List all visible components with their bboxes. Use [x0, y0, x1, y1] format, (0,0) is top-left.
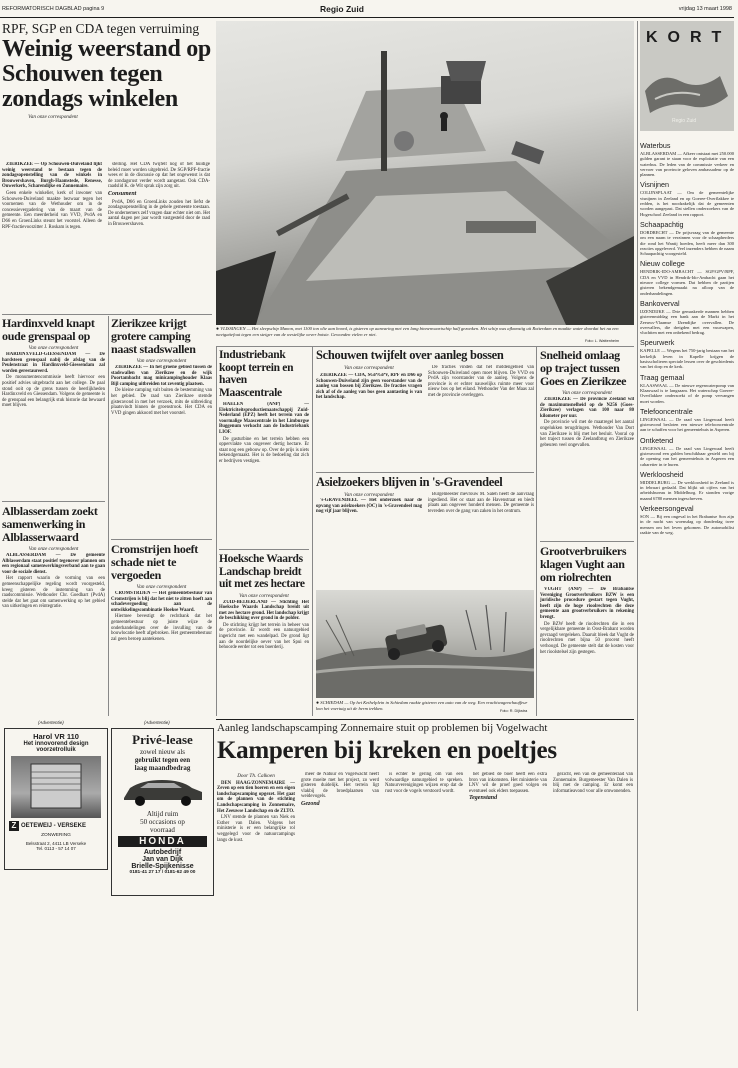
- sidebar-text: COLIJNSPLAAT — Om de gemeentelijke visnijnen in Zeeland en op Goeree-Overflakkee te redden, is het noodzakelijk dat de gemeenten worden aangepast. Dat stellen onderzoekers van de Hogeschool Zeeland in een rapport.: [640, 190, 734, 217]
- ad-harol-brand: [9, 821, 103, 831]
- schiedam-photo-credit: Foto: R. Dijkstra: [500, 709, 528, 713]
- sidebar-divider: [637, 21, 638, 1011]
- main-story-col2-text: stelling. Het CDA twijfelt nog of het huidige beleid moet worden uitgebreid. De SGP/RPF-fractie wees er in de discussie op dat het ongewenst is dat de zondagsrust verder wordt aangetast. Ook CDA-raadslid K. de Wit sprak zijn zorg uit.: [108, 162, 210, 190]
- story-grootverbruikers: [540, 545, 634, 715]
- kort-logo-panel: [640, 21, 734, 131]
- car-icon: [116, 774, 209, 808]
- story-title: Industriebank koopt terrein en haven Maascentrale: [219, 349, 294, 399]
- kort-logo-subtitle: Regio Zuid: [672, 118, 697, 124]
- ad-prive-note3: voorraad: [150, 826, 175, 834]
- sidebar-text: MIDDELBURG — De werkloosheid in Zeeland is in februari gedaald. Dat blijkt uit cijfers van het arbeidsbureau in Middelburg. Er stonden vorige maand 6780 mensen ingeschreven.: [640, 479, 734, 501]
- story-author: Van onze correspondent: [344, 491, 394, 498]
- bottom-story-c1: LNV stemde de plannen van Niek en Esther van Dalen. Volgens het ministerie is er een belangrijke rol weggelegd voor de natuurcampings langs de kust.: [217, 815, 295, 843]
- sidebar-title: Visnijnen: [640, 180, 670, 190]
- story-lead: ZUID-BEIJERLAND — Stichting Het Hoeksche Waards Landschap breidt uit met zes hectare grond. Het landschap krijgt de beschikking over grond in de polder.: [219, 599, 309, 622]
- story-rule: [111, 539, 212, 540]
- column-a: [2, 317, 105, 717]
- sidebar-text: KAPELLE — Wegens het 750-jarig bestaan van het kerkelijk leven in Kapelle krijgen de basisscholieren speciale lessen over de geschiedenis van het dorp en de kerk.: [640, 348, 734, 370]
- main-story-col1-text: Geen enkele winkelier, kerk of inwoner van Schouwen-Duiveland maakte bezwaar tegen het voornemen van de Wethouder om in de concessievergadering van de maart van de gemeente. Een meerderheid van VVD, PvdA en D66 en GroenLinks steunt het voorstel. Alleen de RPF-fractievoorzitter J. Roskam is tegen.: [2, 190, 102, 230]
- sidebar-title: Nieuw college: [640, 259, 685, 269]
- story-lead: HARDINXVELD-GIESSENDAM — De hardsteen grenspaal nabij de afslag van de Peulenstraat in Hardinxveld-Giessendam zal worden gerestaureerd.: [2, 352, 105, 374]
- ad-prive-note2: 50 occasions op: [140, 818, 185, 826]
- story-lead: HAELEN (ANP) — Elektriciteitsproductiemaatschappij Zuid-Nederland (EPZ) heeft het terrein van de voormalige Maascentrale in het Limburgse Buggenum verkocht aan de Industriebank LIOF.: [219, 402, 309, 435]
- column-divider: [312, 346, 313, 716]
- ad-prive-title: Privé-lease: [132, 732, 193, 747]
- bottom-col5: [553, 772, 633, 1012]
- story-text: De monumentencommissie heeft hiervoor een positief advies uitgebracht aan het college. De paal stond ooit op de grens tussen de heerlijkheden Hardinxveld en Giessendam. Volgens de gemeente is de grenspaal een belangrijk stuk historie dat bewaard moet blijven.: [2, 375, 105, 409]
- masthead-rule: [0, 17, 734, 18]
- masthead: [0, 6, 738, 16]
- main-story-kicker: RPF, SGP en CDA tegen verruiming: [2, 21, 200, 36]
- story-body: [219, 600, 309, 652]
- story-title: Snelheid omlaag op traject tussen Goes en Zierikzee: [540, 349, 627, 388]
- schiedam-photo-caption-text: SCHIEDAM — Op het Kethelplein in Schiedam raakte gisteren een auto van de weg. Een vrachtwagenchauffeur kon het voertuig uit de berm trekken.: [316, 700, 528, 712]
- story-lead: ZIERIKZEE — In het groene gebied tussen de stadswallen van Zierikzee en de wijk Poortambacht mag minicampinghouder Klaas Bijl camping uitbreiden tot zeventig plaatsen.: [111, 365, 212, 387]
- column-b: [111, 317, 212, 717]
- bottom-story-c3: is echter te gering om van een volwaardige natuurgebied te spreken. Natuurverenigingen wijzen erop dat de rust voor de vogels verstoord wordt.: [385, 772, 463, 794]
- masthead-date: vrijdag 13 maart 1998: [678, 6, 732, 12]
- car-in-ditch-illustration: [316, 590, 534, 698]
- story-author: Van onze correspondent: [239, 592, 289, 599]
- sidebar-text: LINGEWAAL — De raad van Lingewaal heeft gisteravond een gulden beschikbaar gesteld om bij de opening van het gemeentehuis in Asperen een cabaretier in te huren.: [640, 445, 734, 467]
- main-story-col1: [2, 162, 102, 311]
- ad-prive-phones: 0181-41 27 17 / 0181-62 49 00: [129, 870, 196, 875]
- sidebar-item-speurwerk: [640, 338, 734, 369]
- bottom-story-author: Door Th. Calkoen: [237, 773, 275, 779]
- story-snelheid: [540, 349, 634, 539]
- story-lead: ALBLASSERDAM — De gemeente Alblasserdam staat positief tegenover plannen om een regionaal samenwerkingsverband aan te gaan voor de sociale dienst.: [2, 553, 105, 575]
- ad-prive-note1: Altijd ruim: [146, 810, 179, 818]
- schiedam-photo: [316, 590, 534, 698]
- masthead-section: Regio Zuid: [320, 4, 364, 14]
- sidebar-title: Waterbus: [640, 141, 671, 150]
- section-rule: [216, 346, 634, 347]
- main-story-subhead: Consument: [108, 190, 137, 197]
- ad-harol-line2: Het innovorend design: [23, 741, 89, 747]
- story-body: [111, 365, 212, 417]
- ad-prive-brand: HONDA: [118, 836, 207, 847]
- story-author: Van onze correspondent: [28, 546, 79, 552]
- story-lead: ZIERIKZEE — CDA, SGP/GPV, RPF en D66 op Schouwen-Duiveland zijn geen voorstander van de aanleg van bossen bij Zierikzee. De fracties vragen zich af of de aanleg van bos geen aantasting is van het landschap.: [316, 373, 422, 401]
- sidebar-item-werkloosheid: [640, 470, 734, 501]
- ad-label: (Advertentie): [38, 720, 64, 725]
- story-text: Burgemeester mevrouw M. Saleh heeft de aanvraag ingediend. Het oc staat aan de Havenstraat en biedt plaats aan ongeveer honderd mensen. De gemeente is tevreden over de gang van zaken in het centrum.: [428, 492, 534, 514]
- story-text: De BZW heeft de rioolrechten die in een vergelijkbare gemeente in Oost-Brabant worden gevraagd vergeleken. Daaruit bleek dat Vught de rioolrechten met bijna 50 procent heeft verhoogd. De gemeente stelt dat de kosten voor het rioolstelsel zijn gestegen.: [540, 621, 634, 655]
- ad-prive-city: Brielle-Spijkenisse: [131, 863, 194, 870]
- bottom-story-sub2: Tegenstand: [469, 795, 498, 802]
- story-text: De fracties vinden dat het middengebied van Schouwen-Duiveland open moet blijven. De VVD en PvdA zijn voorstander van de aanleg. Volgens de provincie is er echter nauwelijks ruimte meer voor nieuw bos op het eiland. Wethouder Van der Maas zal met de provincie overleggen.: [428, 365, 534, 398]
- story-title: Cromstrijen hoeft schade niet te vergoeden: [111, 543, 198, 582]
- main-story-lead: ZIERIKZEE — Op Schouwen-Duiveland lijkt weinig weerstand te bestaan tegen de zondagsopenstelling van de winkels in Brouwershaven, Burgh-Haamstede, Renesse, Ouwerkerk, Scharendijke en Zonnemaire.: [2, 162, 102, 190]
- story-title: Alblasserdam zoekt samenwerking in Alblasserwaard: [2, 505, 98, 544]
- sidebar-item-gemaal: [640, 373, 734, 404]
- sidebar-text: ALBLASSERDAM — Afkeer ontstaat met 250.000 gulden garant te staan voor de exploitatie van een waterbus. De leden van de commissie verkeer en vervoer van provincie geloven ambassadeur op de plannen.: [640, 151, 734, 178]
- bottom-story-rule: [216, 719, 634, 720]
- column-divider: [216, 346, 217, 716]
- kort-logo-title: KORT: [646, 29, 732, 46]
- bottom-story-kicker: Aanleg landschapscamping Zonnemaire stuit op problemen bij Vogelwacht: [217, 722, 548, 734]
- bottom-col4: [469, 772, 547, 1012]
- story-alblasserdam: [2, 505, 105, 713]
- main-story-col2b-text: PvdA, D66 en GroenLinks zouden het liefst de zondagsopenstelling in de gehele gemeente toestaan. De ondernemers zelf vragen daar echter niet om. Het aantal dagen per jaar wordt vastgesteld door de raad in Brouwershaven.: [108, 199, 210, 227]
- story-industriebank: [219, 349, 309, 547]
- harol-advertisement[interactable]: [4, 728, 108, 870]
- story-title: Zierikzee krijgt grotere camping naast stadswallen: [111, 317, 196, 356]
- story-col2: [428, 365, 534, 469]
- story-title: Grootverbruikers klagen Vught aan om riolrechten: [540, 545, 627, 584]
- story-author: Van onze correspondent: [344, 364, 394, 371]
- bottom-story-headline: Kamperen bij kreken en poeltjes: [217, 737, 557, 764]
- main-photo-credit: Foto: L. Wattenheim: [585, 339, 620, 343]
- story-text: Het rapport waarin de vorming van een gemeenschappelijke regeling wordt voorgesteld, kreeg gisteren de instemming van de raadscommissie. Wethouder Chr. Goedhart (PvdA) stelde dat het gaat om samenwerking op het gebied van uitkeringen en reïntegratie.: [2, 576, 105, 610]
- sidebar-title: Traag gemaal: [640, 372, 685, 382]
- bottom-story-sub1: Gezond: [301, 800, 320, 807]
- ad-prive-line2: gebruikt tegen een: [134, 756, 191, 764]
- story-lead: 's-GRAVENDEEL — Het onderzoek naar de opvang van asielzoekers (OC) in 's-Gravendeel mag nog vijf jaar blijven.: [316, 498, 422, 515]
- story-rule: [2, 501, 105, 502]
- bottom-story-lead: DEN HAAG/ZONNEMAIRE — Zeven op een tien boeren en een eigen landschapscamping opgezet. Het gaat om de plannen van de stichting Landschapscamping in Zonnemaire, Het Zeeuwse Landschap en de ZLTO.: [217, 780, 295, 814]
- ad-harol-phone: Tel. 0113 - 57 14 07: [36, 846, 76, 851]
- sidebar-item-visnijnen: [640, 180, 734, 216]
- sidebar-text: LINGEWAAL — De raad van Lingewaal heeft gisteravond besloten een nieuwe telefooncentrale aan te schaffen voor het gemeentehuis in Asperen.: [640, 416, 734, 433]
- column-divider: [536, 346, 537, 716]
- sidebar-item-waterbus: [640, 141, 734, 177]
- sidebar-title: Verkeersongeval: [640, 504, 694, 514]
- sidebar-text: SON — Bij een ongeval in het Brabantse Son zijn in de nacht van woensdag op donderdag twee mensen om het leven gekomen. De automobilist raakte van de weg.: [640, 514, 734, 535]
- ad-prive-dealer2: Jan van Dijk: [142, 856, 183, 863]
- sidebar-text: DORDRECHT — De prijsvraag van de gemeente om een naam te verzinnen voor de schaapherders die rond het Wantij hoeden, heeft meer dan 300 reacties opgeleverd. Veel inzenders hebben de naam Schaapachtig voorgesteld.: [640, 229, 734, 257]
- story-schouwen-bossen: [316, 349, 534, 469]
- sidebar-item-ontketend: [640, 436, 734, 467]
- story-grenspaal: [2, 317, 105, 499]
- column-divider: [108, 316, 109, 716]
- story-text: De kleine camping valt buiten de bestemming van het gebied. De raad van Zierikzee stemde gisteravond in met het verzoek, mits de uitbreiding plaatsvindt binnen de groenstrook. Het CDA en VVD gingen akkoord met het voorstel.: [111, 388, 212, 416]
- story-asielzoekers: [316, 476, 534, 586]
- ad-harol-line3: voorzetrolluik: [36, 747, 76, 753]
- main-photo-caption: ● VLISSINGEN — Het sleepschip Manon, met 1100 ton olie aan boord, is gisteren op aanvaring met een lang binnenvaartschip half gezonken. Het schip was afkomstig uit Rotterdam en maakte water doordat het na een navigatiefout tegen een steiger van de westelijke oever botste. Gewonden vielen er niet.: [216, 326, 619, 338]
- story-author: Van onze correspondent: [136, 584, 187, 590]
- shutter-icon: [11, 756, 101, 818]
- sidebar-title: Speurwerk: [640, 338, 675, 348]
- ship-illustration: [216, 21, 634, 325]
- story-lead: ZIERIKZEE — De provincie Zeeland wil de maximumsnelheid op de N256 (Goes-Zierikzee) verlagen van 100 naar 80 kilometer per uur.: [540, 397, 634, 419]
- bottom-col1: [217, 772, 295, 1012]
- story-hoeksche-waard: [219, 553, 309, 717]
- bottom-col2: [301, 772, 379, 1012]
- ad-harol-brand-sub: ZONWERING: [41, 833, 71, 838]
- ad-prive-line1: zowel nieuw als: [139, 748, 186, 756]
- story-body: [219, 402, 309, 466]
- ad-label: (Advertentie): [144, 720, 170, 725]
- kort-sidebar: [640, 138, 734, 1008]
- story-author: Van onze correspondent: [562, 390, 612, 396]
- sidebar-text: IJZENDIJKE — Drie gemaskerde mannen hebben gisterenmiddag een bank aan de Markt in het Zeeuws-Vlaamse IJzendijke overvallen. De overvallers, die dreigden met een vuurwapen, vluchtten met een onbekend bedrag.: [640, 308, 734, 336]
- honda-advertisement[interactable]: [111, 728, 214, 896]
- story-lead: VUGHT (ANP) — De Brabantse Vereniging Grootverbruikers BZW is een juridische procedure gestart tegen Vught, heeft zijn de hoge rioolrechten die deze gemeente aan grootverbruikers in rekening brengt.: [540, 587, 634, 620]
- story-cromstrijen: [111, 543, 212, 715]
- story-body: [2, 553, 105, 611]
- story-col2: [428, 492, 534, 586]
- story-text: De provincie wil met de maatregel het aantal ongelukken terugdringen. Wethouder Van Dort van Zierikzee is blij met het besluit. Vooral op het traject tussen de Zeelandbrug en Zierikzee gebeuren veel ongevallen.: [540, 420, 634, 448]
- column-e: [540, 349, 634, 717]
- main-photo-caption-text: VLISSINGEN — Het sleepschip Manon, met 1100 ton olie aan boord, is gisteren op aanvaring met een lang binnenvaartschip half gezonken. Het schip was afkomstig uit Rotterdam en maakte water doordat het na een navigatiefout tegen een steiger van de westelijke oever botste. Gewonden vielen er niet.: [216, 326, 619, 338]
- ad-prive-car: [116, 774, 209, 808]
- sidebar-text: KLAASWAAL — De nieuwe regenwaterpomp van Klaaswaal is te langzaam. Het waterschap Goeree-Overflakkee onderzoekt of de pomp vervangen moet worden.: [640, 382, 734, 404]
- ad-harol-title: Harol VR 110: [33, 732, 79, 741]
- story-rule: [540, 541, 634, 542]
- brand-z-icon: Z: [9, 821, 19, 831]
- story-body: [540, 397, 634, 449]
- bottom-story: [217, 722, 635, 1012]
- schiedam-photo-caption: ● SCHIEDAM — Op het Kethelplein in Schiedam raakte gisteren een auto van de weg. Een vrachtwagenchauffeur kon het voertuig uit de berm trekken.: [316, 700, 528, 712]
- story-text: De gasturbine en het terrein hebben een oppervlakte van ongeveer dertig hectare. Er staat nog een gebouw op. Over de prijs is niets bekendgemaakt. Het is de bedoeling dat zich er bedrijven vestigen.: [219, 436, 309, 464]
- sidebar-title: Schaapachtig: [640, 219, 684, 229]
- sidebar-title: Telefooncentrale: [640, 406, 693, 416]
- ad-prive-dealer: Autobedrijf: [143, 849, 182, 856]
- column-c: [219, 349, 309, 717]
- story-title: Hardinxveld knapt oude grenspaal op: [2, 317, 95, 343]
- story-rule: [316, 472, 534, 473]
- story-body: [2, 352, 105, 410]
- story-body: [111, 591, 212, 643]
- sidebar-item-bankoverval: [640, 299, 734, 335]
- sidebar-item-college: [640, 259, 734, 295]
- story-title: Asielzoekers blijven in 's-Gravendeel: [316, 476, 503, 489]
- main-story: [2, 21, 212, 311]
- story-body: [540, 587, 634, 656]
- main-photo: [216, 21, 634, 325]
- sidebar-item-verkeersongeval: [640, 504, 734, 535]
- story-camping: [111, 317, 212, 537]
- story-lead: CROMSTRIJEN — Het gemeentebestuur van Cromstrijen is blij dat het niet te zitten hoeft aan schadevergoeding aan de ontwikkelingscombinatie Hoekse Waard.: [111, 591, 212, 613]
- main-story-headline: Weinig weerstand op Schouwen tegen zondags winkelen: [2, 36, 211, 112]
- ad-harol-brand-name: OETEWEIJ - VERSEKE: [21, 823, 87, 829]
- sidebar-title: Bankoverval: [640, 298, 680, 308]
- sidebar-title: Werkloosheid: [640, 469, 684, 479]
- story-rule: [219, 549, 309, 550]
- sidebar-text: HENDRIK-IDO-AMBACHT — SGP/GPV/RPF, CDA en VVD in Hendrik-Ido-Ambacht gaan het nieuwe college vormen. Dat hebben de partijen gisteren bekendgemaakt na afloop van de onderhandelingen.: [640, 269, 734, 296]
- ad-harol-image: [11, 756, 101, 818]
- main-story-col2: [108, 162, 210, 311]
- bottom-story-c4: het gebied de boer heeft een extra bron van inkomsten. Het ministerie van LNV wil de proef goed volgen en eventueel ook elders toepassen.: [469, 772, 547, 794]
- story-title: Schouwen twijfelt over aanleg bossen: [316, 349, 504, 362]
- ad-prive-line3: laag maandbedrag: [134, 764, 191, 772]
- story-title: Hoeksche Waards Landschap breidt uit met zes hectare: [219, 553, 305, 590]
- story-col1: [316, 373, 422, 469]
- ad-harol-address: Belsstraat 2, 4411 LB Verseke: [25, 841, 87, 846]
- masthead-publication: REFORMATORISCH DAGBLAD pagina 9: [2, 6, 105, 12]
- story-text: De stichting krijgt het terrein in beheer van de provincie. Er wordt een natuurgebied ingericht met een wandelpad. De grond ligt aan de noordelijke oever van het Spui en behoorde eerder tot een boerderij.: [219, 622, 309, 651]
- sidebar-item-schaapachtig: [640, 220, 734, 256]
- story-author: Van onze correspondent: [28, 345, 79, 351]
- main-story-author: Van onze correspondent: [28, 114, 78, 120]
- section-rule: [2, 314, 212, 315]
- story-col1: [316, 498, 422, 586]
- bottom-story-c2: meer de Natuur en Vogelwacht heeft grote moeite met het project, zo werd gisteren duidelijk. Het terrein ligt vlakbij de broedplaatsen van weidevogels.: [301, 772, 379, 800]
- story-text: Hiermee bevestigt de rechtbank dat het gemeentebestuur op juiste wijze de onderhandelingen over de invulling van de bouwlocatie heeft afgebroken. Het gemeentebestuur zal geen beroep aantekenen.: [111, 614, 212, 642]
- bottom-story-c5: gezicht, een van de gemeenteraad van Zonnemaire. Burgemeester Van Dalen is blij met de camping. Er komt een informatieavond voor alle omwonenden.: [553, 772, 633, 794]
- sidebar-item-telefooncentrale: [640, 407, 734, 433]
- sidebar-title: Ontketend: [640, 435, 674, 445]
- bottom-col3: [385, 772, 463, 1012]
- story-author: Van onze correspondent: [136, 358, 187, 364]
